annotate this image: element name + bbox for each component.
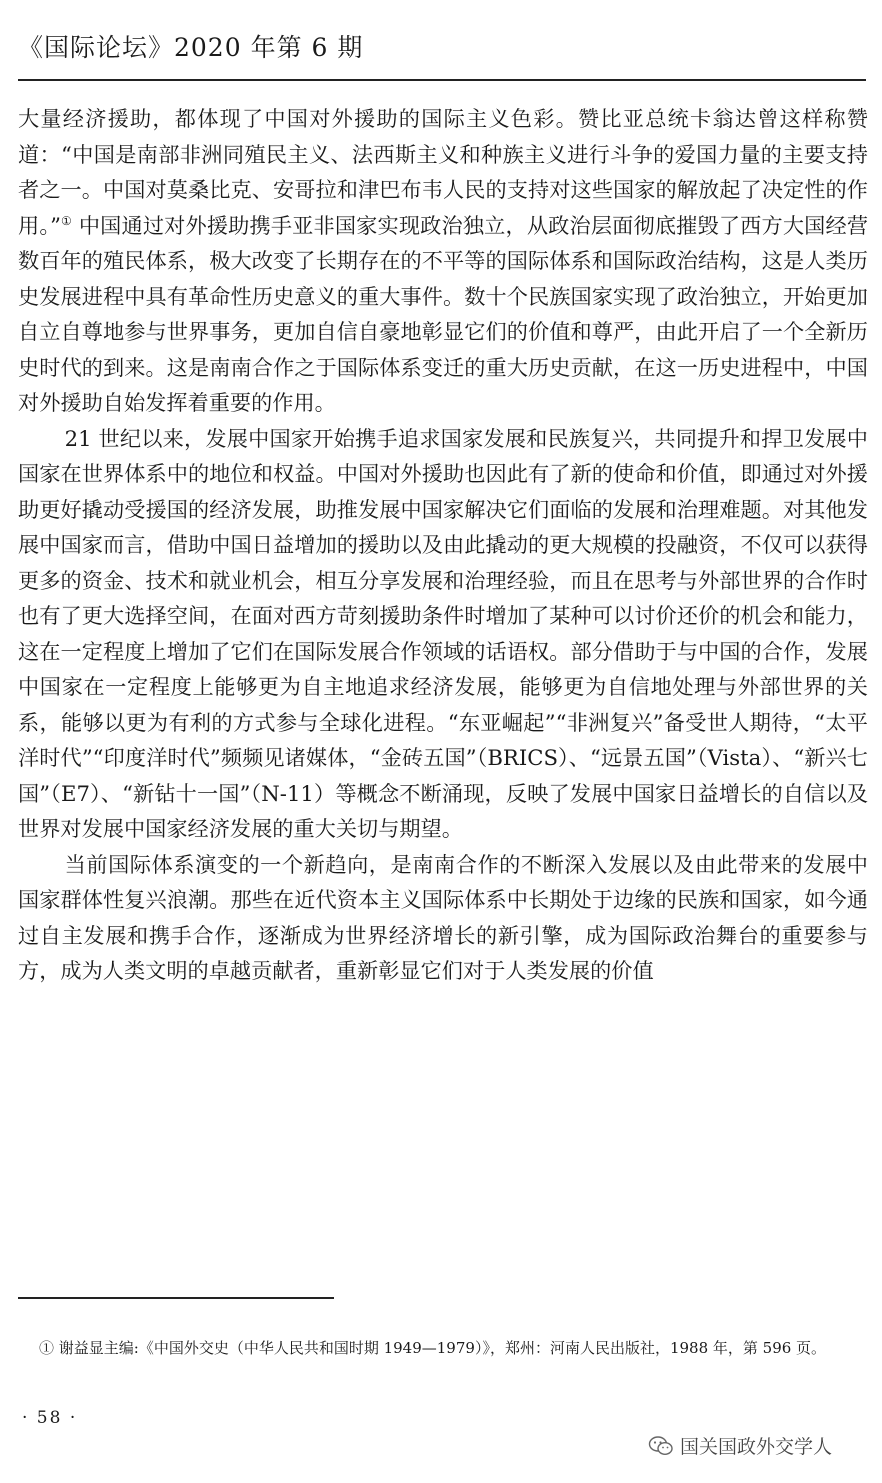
wechat-icon xyxy=(648,1435,674,1457)
paragraph-1-part-2: 中国通过对外援助携手亚非国家实现政治独立，从政治层面彻底摧毁了西方大国经营数百年的殖民体系，极大改变了长期存在的不平等的国际体系和国际政治结构，这是人类历史发展进程中具有革命性历史意义的重大事件。数十个民族国家实现了政治独立，开始更加自立自尊地参与世界事务，更加自信自豪地彰显它们的价值和尊严，由此开启了一个全新历史时代的到来。这是南南合作之于国际体系变迁的重大历史贡献，在这一历史进程中，中国对外援助自始发挥着重要的作用。 xyxy=(18,212,869,415)
paragraph-1 xyxy=(18,101,868,421)
journal-header: 《国际论坛》2020 年第 6 期 xyxy=(18,33,364,62)
footnote: ① 谢益显主编:《中国外交史（中华人民共和国时期 1949—1979）》，郑州：河南人民出版社，1988 年，第 596 页。 xyxy=(39,1339,827,1357)
article-body xyxy=(18,101,868,989)
watermark xyxy=(648,1432,832,1459)
footnote-reference[interactable]: ① xyxy=(60,213,72,228)
paragraph-2: 21 世纪以来，发展中国家开始携手追求国家发展和民族复兴，共同提升和捍卫发展中国家在世界体系中的地位和权益。中国对外援助也因此有了新的使命和价值，即通过对外援助更好撬动受援国的经济发展，助推发展中国家解决它们面临的发展和治理难题。对其他发展中国家而言，借助中国日益增加的援助以及由此撬动的更大规模的投融资，不仅可以获得更多的资金、技术和就业机会，相互分享发展和治理经验，而且在思考与外部世界的合作时也有了更大选择空间，在面对西方苛刻援助条件时增加了某种可以讨价还价的机会和能力，这在一定程度上增加了它们在国际发展合作领域的话语权。部分借助于与中国的合作，发展中国家在一定程度上能够更为自主地追求经济发展，能够更为自信地处理与外部世界的关系，能够以更为有利的方式参与全球化进程。“东亚崛起”“非洲复兴”备受世人期待，“太平洋时代”“印度洋时代”频频见诸媒体，“金砖五国”（BRICS）、“远景五国”（Vista）、“新兴七国”（E7）、“新钻十一国”（N-11）等概念不断涌现，反映了发展中国家日益增长的自信以及世界对发展中国家经济发展的重大关切与期望。 xyxy=(18,425,868,841)
header-divider xyxy=(18,79,866,81)
paragraph-1-part-1: 大量经济援助，都体现了中国对外援助的国际主义色彩。赞比亚总统卡翁达曾这样称赞道：“中国是南部非洲同殖民主义、法西斯主义和种族主义进行斗争的爱国力量的主要支持者之一。中国对莫桑比克、安哥拉和津巴布韦人民的支持对这些国家的解放起了决定性的作用。” xyxy=(18,106,868,238)
watermark-text: 国关国政外交学人 xyxy=(680,1436,833,1458)
page-number: · 58 · xyxy=(22,1408,78,1428)
paragraph-3: 当前国际体系演变的一个新趋向，是南南合作的不断深入发展以及由此带来的发展中国家群体性复兴浪潮。那些在近代资本主义国际体系中长期处于边缘的民族和国家，如今通过自主发展和携手合作，逐渐成为世界经济增长的新引擎，成为国际政治舞台的重要参与方，成为人类文明的卓越贡献者，重新彰显它们对于人类发展的价值 xyxy=(18,851,868,983)
footnote-divider xyxy=(18,1297,334,1299)
